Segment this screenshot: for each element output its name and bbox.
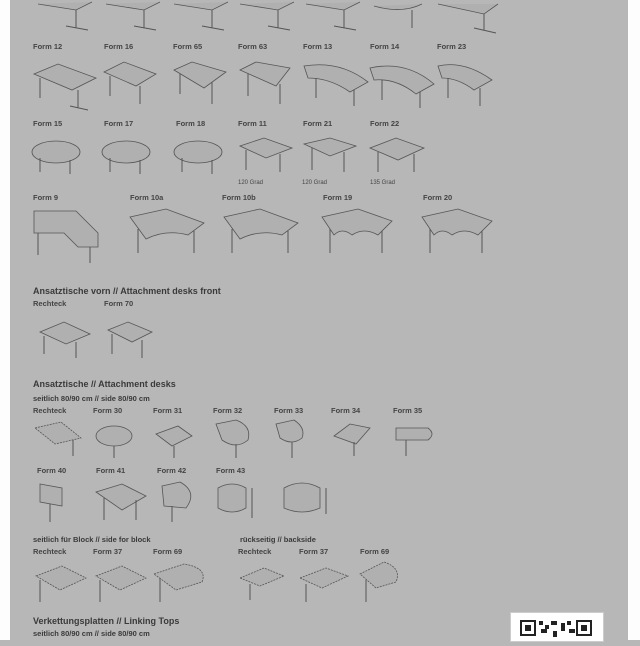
form-label: Form 34 — [331, 406, 361, 415]
desk-outline-icon — [104, 0, 164, 32]
section-title: rückseitig // backside — [240, 535, 316, 544]
desk-outline-icon — [170, 56, 230, 108]
form-label: Form 63 — [238, 42, 268, 51]
form-label: Form 10b — [222, 193, 256, 202]
section-title: Ansatztische // Attachment desks — [33, 379, 176, 389]
form-label: Form 17 — [104, 119, 134, 128]
desk-outline-icon — [152, 420, 196, 460]
desk-outline-icon — [32, 560, 90, 604]
desk-outline-icon — [330, 418, 374, 458]
desk-outline-icon — [30, 56, 100, 112]
desk-outline-icon — [92, 480, 150, 524]
desk-outline-icon — [418, 205, 496, 265]
form-label: Form 9 — [33, 193, 59, 202]
angle-label: 120 Grad — [302, 180, 328, 186]
form-label: Form 23 — [437, 42, 467, 51]
form-label: Form 15 — [33, 119, 63, 128]
form-label: Form 32 — [213, 406, 243, 415]
desk-outline-icon — [24, 205, 108, 265]
angle-label: 120 Grad — [238, 180, 264, 186]
desk-outline-icon — [212, 416, 256, 460]
form-label: Form 22 — [370, 119, 400, 128]
form-label: Form 33 — [274, 406, 304, 415]
form-label: Form 14 — [370, 42, 400, 51]
form-label: Form 12 — [33, 42, 63, 51]
qr-code-icon — [510, 612, 604, 642]
page-margin-left — [0, 0, 10, 640]
desk-outline-icon — [36, 0, 96, 32]
form-label: Form 37 — [93, 547, 123, 556]
desk-outline-icon — [100, 56, 160, 108]
desk-outline-icon — [156, 478, 200, 524]
desk-outline-icon — [436, 0, 502, 34]
section-title: seitlich für Block // side for block — [33, 535, 151, 544]
desk-outline-icon — [236, 56, 296, 108]
form-label: Form 65 — [173, 42, 203, 51]
form-label: Form 69 — [360, 547, 390, 556]
desk-outline-icon — [300, 56, 372, 110]
desk-outline-icon — [236, 132, 296, 178]
page-margin-right — [628, 0, 640, 640]
desk-outline-icon — [304, 0, 364, 32]
form-label: Rechteck — [33, 299, 67, 308]
desk-outline-icon — [172, 0, 232, 32]
desk-outline-icon — [212, 478, 266, 524]
desk-outline-icon — [150, 558, 212, 604]
desk-outline-icon — [172, 132, 226, 178]
desk-outline-icon — [236, 562, 288, 602]
desk-outline-icon — [34, 478, 70, 524]
form-label: Form 21 — [303, 119, 333, 128]
form-label: Form 42 — [157, 466, 187, 475]
form-label: Form 69 — [153, 547, 183, 556]
desk-outline-icon — [356, 558, 406, 604]
section-subtitle: seitlich 80/90 cm // side 80/90 cm — [33, 394, 150, 403]
desk-outline-icon — [220, 205, 304, 265]
form-label: Form 16 — [104, 42, 134, 51]
form-label: Form 31 — [153, 406, 183, 415]
form-label: Form 35 — [393, 406, 423, 415]
desk-outline-icon — [272, 416, 312, 460]
desk-outline-icon — [372, 0, 432, 32]
desk-outline-icon — [366, 132, 428, 178]
form-label: Form 20 — [423, 193, 453, 202]
form-label: Form 43 — [216, 466, 246, 475]
form-label: Rechteck — [238, 547, 272, 556]
form-label: Rechteck — [33, 406, 67, 415]
desk-outline-icon — [126, 205, 210, 265]
desk-outline-icon — [92, 420, 136, 460]
desk-outline-icon — [100, 132, 154, 178]
form-label: Form 70 — [104, 299, 134, 308]
desk-outline-icon — [366, 56, 438, 110]
form-label: Rechteck — [33, 547, 67, 556]
desk-outline-icon — [318, 205, 396, 265]
form-label: Form 40 — [37, 466, 67, 475]
desk-outline-icon — [33, 418, 85, 460]
form-label: Form 18 — [176, 119, 206, 128]
desk-outline-icon — [300, 132, 360, 178]
desk-outline-icon — [296, 562, 352, 604]
desk-outline-icon — [30, 132, 84, 178]
desk-outline-icon — [92, 560, 150, 604]
section-title: Ansatztische vorn // Attachment desks front — [33, 286, 221, 296]
form-label: Form 10a — [130, 193, 164, 202]
desk-outline-icon — [238, 0, 298, 32]
desk-outline-icon — [392, 420, 440, 460]
form-label: Form 30 — [93, 406, 123, 415]
angle-label: 135 Grad — [370, 180, 396, 186]
desk-outline-icon — [278, 474, 336, 522]
desk-outline-icon — [104, 316, 156, 360]
form-label: Form 13 — [303, 42, 333, 51]
desk-outline-icon — [36, 316, 94, 360]
section-subtitle: seitlich 80/90 cm // side 80/90 cm — [33, 629, 150, 638]
form-label: Form 19 — [323, 193, 353, 202]
desk-outline-icon — [434, 56, 496, 110]
section-title: Verkettungsplatten // Linking Tops — [33, 616, 180, 626]
form-label: Form 41 — [96, 466, 126, 475]
form-label: Form 37 — [299, 547, 329, 556]
form-label: Form 11 — [238, 119, 267, 128]
